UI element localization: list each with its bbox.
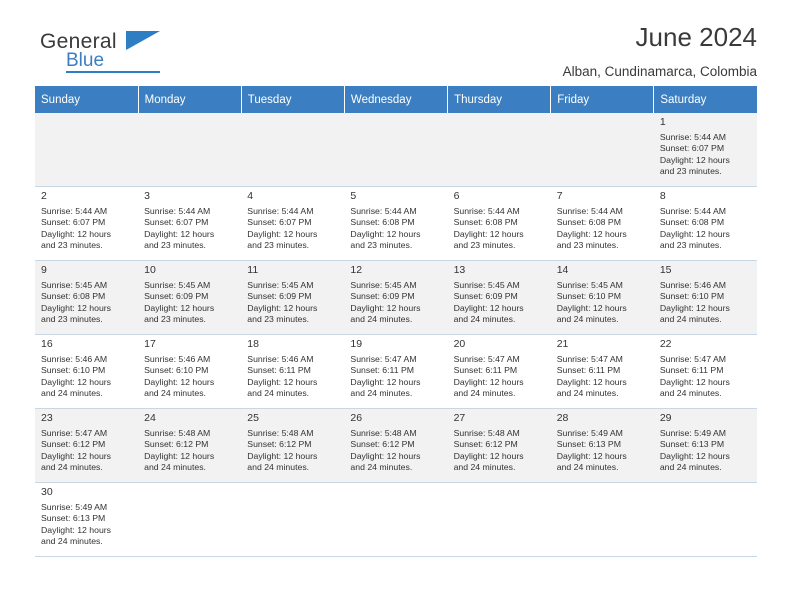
day-info <box>144 280 235 326</box>
day-number: 16 <box>41 338 53 350</box>
day-info-line: Daylight: 12 hours <box>41 450 112 461</box>
weekday-header-thursday: Thursday <box>448 86 551 113</box>
calendar-day-cell[interactable] <box>241 335 344 409</box>
day-number: 24 <box>144 412 156 424</box>
day-info-line: Daylight: 12 hours <box>453 376 524 387</box>
day-number: 6 <box>453 190 460 202</box>
day-info-line: Sunset: 6:07 PM <box>144 217 209 228</box>
day-info <box>350 206 441 252</box>
calendar-empty-cell <box>551 113 654 187</box>
calendar-empty-cell <box>241 483 344 557</box>
day-number: 19 <box>350 338 363 350</box>
day-info <box>557 280 648 326</box>
day-info-line: Sunrise: 5:47 AM <box>556 353 623 364</box>
general-blue-logo <box>40 30 240 80</box>
day-info-line: Sunset: 6:11 PM <box>350 365 415 376</box>
day-info-line: and 23 minutes. <box>41 240 103 251</box>
day-info-line: Sunset: 6:13 PM <box>659 439 725 450</box>
day-info-line: Sunrise: 5:45 AM <box>247 279 314 290</box>
calendar-day-cell[interactable] <box>241 261 344 335</box>
day-info <box>247 428 338 474</box>
day-info-line: and 24 minutes. <box>659 388 722 399</box>
day-info-line: Sunrise: 5:46 AM <box>247 353 314 364</box>
flag-icon <box>126 31 160 50</box>
calendar-empty-cell <box>448 483 551 557</box>
day-number: 4 <box>247 190 254 202</box>
day-info-line: Sunrise: 5:49 AM <box>659 427 727 438</box>
calendar-empty-cell <box>448 113 551 187</box>
day-info-line: Sunset: 6:08 PM <box>41 291 106 302</box>
day-info <box>41 428 132 474</box>
calendar-day-cell[interactable] <box>551 261 654 335</box>
day-info-line: Daylight: 12 hours <box>247 302 318 313</box>
day-info-line: Sunset: 6:12 PM <box>144 439 209 450</box>
calendar-day-cell[interactable] <box>448 409 551 483</box>
day-info-line: Sunset: 6:11 PM <box>453 365 518 376</box>
calendar-day-cell[interactable] <box>35 187 138 261</box>
day-info-line: Sunset: 6:10 PM <box>659 291 725 302</box>
day-info-line: Sunrise: 5:45 AM <box>453 279 520 290</box>
day-info-line: Daylight: 12 hours <box>144 450 215 461</box>
day-info-line: and 24 minutes. <box>659 314 722 325</box>
day-info <box>350 280 441 326</box>
day-info-line: Sunrise: 5:49 AM <box>41 501 108 512</box>
day-number: 17 <box>144 338 156 350</box>
day-info-line: Sunset: 6:12 PM <box>350 439 415 450</box>
day-number: 26 <box>350 412 363 424</box>
calendar-day-cell[interactable] <box>654 113 757 187</box>
day-info-line: and 23 minutes. <box>144 240 206 251</box>
day-info-line: Daylight: 12 hours <box>41 228 112 239</box>
day-info-line: Daylight: 12 hours <box>453 228 524 239</box>
day-number: 13 <box>453 264 466 276</box>
day-info-line: Daylight: 12 hours <box>556 228 627 239</box>
day-info-line: and 24 minutes. <box>41 462 103 473</box>
title-block <box>563 22 757 80</box>
day-info <box>454 280 545 326</box>
day-number: 10 <box>144 264 156 276</box>
day-info-line: Sunset: 6:11 PM <box>247 365 311 376</box>
day-number: 15 <box>659 264 672 276</box>
day-info-line: Daylight: 12 hours <box>659 228 730 239</box>
day-info-line: and 23 minutes. <box>556 240 619 251</box>
day-info-line: and 23 minutes. <box>144 314 206 325</box>
day-info-line: Daylight: 12 hours <box>247 450 318 461</box>
day-info-line: Daylight: 12 hours <box>41 302 112 313</box>
day-number: 14 <box>556 264 569 276</box>
day-info-line: and 24 minutes. <box>350 388 413 399</box>
day-info-line: and 24 minutes. <box>350 462 413 473</box>
day-info-line: Sunset: 6:08 PM <box>350 217 415 228</box>
day-info <box>144 206 235 252</box>
day-info-line: Sunset: 6:13 PM <box>41 513 106 524</box>
day-number: 5 <box>350 190 357 202</box>
day-info-line: and 23 minutes. <box>247 314 310 325</box>
day-info-line: Sunrise: 5:44 AM <box>247 205 314 216</box>
day-info-line: Sunset: 6:09 PM <box>247 291 312 302</box>
calendar-day-cell[interactable] <box>35 483 138 557</box>
day-info-line: Daylight: 12 hours <box>659 376 730 387</box>
day-number: 18 <box>247 338 259 350</box>
day-info-line: Sunrise: 5:44 AM <box>659 131 727 142</box>
day-info-line: Sunrise: 5:45 AM <box>41 279 108 290</box>
day-info <box>557 428 648 474</box>
day-info-line: Sunset: 6:12 PM <box>453 439 518 450</box>
calendar-week-row <box>35 187 757 261</box>
day-info-line: Sunset: 6:11 PM <box>556 365 621 376</box>
day-info <box>41 280 132 326</box>
day-info-line: Daylight: 12 hours <box>556 302 627 313</box>
day-number: 3 <box>144 190 150 202</box>
day-number: 30 <box>41 486 53 498</box>
day-info-line: Sunrise: 5:48 AM <box>144 427 211 438</box>
day-info-line: Sunrise: 5:47 AM <box>659 353 727 364</box>
calendar-day-cell[interactable] <box>344 187 447 261</box>
day-info <box>41 502 132 548</box>
page-header <box>35 0 757 78</box>
calendar-day-cell[interactable] <box>551 187 654 261</box>
day-info-line: Sunrise: 5:47 AM <box>350 353 417 364</box>
day-info-line: Sunrise: 5:49 AM <box>556 427 623 438</box>
day-info-line: and 23 minutes. <box>453 240 516 251</box>
day-info-line: Daylight: 12 hours <box>41 524 112 535</box>
day-info-line: and 24 minutes. <box>453 388 516 399</box>
logo-blue-text: Blue <box>66 50 105 71</box>
calendar-empty-cell <box>654 483 757 557</box>
day-info-line: and 24 minutes. <box>144 388 206 399</box>
day-info-line: Sunset: 6:07 PM <box>659 143 725 154</box>
day-info-line: Daylight: 12 hours <box>144 302 215 313</box>
day-info <box>41 354 132 400</box>
weekday-header-tuesday: Tuesday <box>241 86 344 113</box>
calendar-week-row <box>35 113 757 187</box>
day-number: 28 <box>556 412 569 424</box>
day-info-line: Daylight: 12 hours <box>556 450 627 461</box>
calendar-day-cell[interactable] <box>35 409 138 483</box>
weekday-header-monday: Monday <box>138 86 241 113</box>
day-number: 8 <box>659 190 666 202</box>
day-info-line: Daylight: 12 hours <box>350 376 421 387</box>
day-info-line: Sunset: 6:08 PM <box>453 217 518 228</box>
day-info <box>557 354 648 400</box>
weekday-header-saturday: Saturday <box>654 86 757 113</box>
day-info-line: Daylight: 12 hours <box>350 302 421 313</box>
day-info-line: Sunrise: 5:48 AM <box>350 427 417 438</box>
day-info-line: Daylight: 12 hours <box>144 228 215 239</box>
day-number: 20 <box>453 338 466 350</box>
calendar-day-cell[interactable] <box>448 261 551 335</box>
location-subtitle: Alban, Cundinamarca, Colombia <box>562 64 757 79</box>
calendar-day-cell[interactable] <box>551 335 654 409</box>
day-info <box>454 206 545 252</box>
day-info-line: Sunrise: 5:44 AM <box>453 205 520 216</box>
calendar-day-cell[interactable] <box>138 261 241 335</box>
page-title: June 2024 <box>635 22 757 52</box>
weekday-header-row <box>35 86 757 113</box>
day-info <box>144 354 235 400</box>
day-info-line: Daylight: 12 hours <box>659 302 730 313</box>
day-info-line: Sunset: 6:07 PM <box>41 217 106 228</box>
day-info-line: Sunset: 6:10 PM <box>144 365 209 376</box>
day-info-line: and 24 minutes. <box>247 462 310 473</box>
day-info <box>454 428 545 474</box>
calendar-table <box>35 86 757 557</box>
day-info-line: and 24 minutes. <box>144 462 206 473</box>
day-info-line: Daylight: 12 hours <box>453 302 524 313</box>
day-info-line: Sunrise: 5:44 AM <box>41 205 108 216</box>
day-info <box>454 354 545 400</box>
calendar-day-cell[interactable] <box>551 409 654 483</box>
day-info-line: Sunrise: 5:46 AM <box>144 353 211 364</box>
day-info-line: and 23 minutes. <box>350 240 413 251</box>
calendar-day-cell[interactable] <box>35 335 138 409</box>
calendar-day-cell[interactable] <box>138 335 241 409</box>
day-info-line: Sunrise: 5:48 AM <box>453 427 520 438</box>
day-info-line: Sunrise: 5:44 AM <box>144 205 211 216</box>
day-number: 29 <box>659 412 672 424</box>
logo-underline <box>66 71 160 73</box>
day-number: 21 <box>556 338 569 350</box>
day-info-line: and 24 minutes. <box>350 314 413 325</box>
day-number: 25 <box>247 412 259 424</box>
calendar-week-row <box>35 261 757 335</box>
day-info <box>247 280 338 326</box>
calendar-day-cell[interactable] <box>344 409 447 483</box>
day-info-line: Daylight: 12 hours <box>247 376 318 387</box>
day-info <box>350 354 441 400</box>
day-number: 2 <box>41 190 47 202</box>
day-number: 9 <box>41 264 47 276</box>
day-info-line: Daylight: 12 hours <box>144 376 215 387</box>
day-info-line: and 24 minutes. <box>247 388 310 399</box>
day-info-line: Daylight: 12 hours <box>659 154 730 165</box>
calendar-week-row <box>35 409 757 483</box>
day-info-line: Sunrise: 5:46 AM <box>659 279 727 290</box>
day-number: 1 <box>659 116 666 128</box>
day-info <box>660 206 751 252</box>
calendar-empty-cell <box>344 113 447 187</box>
calendar-empty-cell <box>551 483 654 557</box>
day-info-line: Sunset: 6:07 PM <box>247 217 312 228</box>
day-number: 22 <box>659 338 672 350</box>
calendar-body <box>35 113 757 557</box>
calendar-day-cell[interactable] <box>138 187 241 261</box>
day-info-line: Sunrise: 5:47 AM <box>41 427 108 438</box>
day-info <box>247 206 338 252</box>
day-info-line: Sunset: 6:12 PM <box>247 439 312 450</box>
day-info-line: Sunrise: 5:44 AM <box>659 205 727 216</box>
calendar-day-cell[interactable] <box>138 409 241 483</box>
calendar-day-cell[interactable] <box>35 261 138 335</box>
calendar-day-cell[interactable] <box>241 409 344 483</box>
day-info <box>660 280 751 326</box>
calendar-week-row <box>35 483 757 557</box>
day-info-line: and 23 minutes. <box>247 240 310 251</box>
calendar-empty-cell <box>344 483 447 557</box>
calendar-day-cell[interactable] <box>654 335 757 409</box>
day-info-line: and 24 minutes. <box>556 388 619 399</box>
day-info-line: Sunset: 6:09 PM <box>144 291 209 302</box>
day-info <box>660 428 751 474</box>
weekday-header-sunday: Sunday <box>35 86 138 113</box>
calendar-week-row <box>35 335 757 409</box>
day-info <box>660 132 751 178</box>
day-info-line: Sunrise: 5:45 AM <box>556 279 623 290</box>
day-info-line: Sunrise: 5:44 AM <box>350 205 417 216</box>
day-info-line: Sunset: 6:11 PM <box>659 365 724 376</box>
day-number: 23 <box>41 412 53 424</box>
day-info-line: Daylight: 12 hours <box>350 228 421 239</box>
calendar-day-cell[interactable] <box>654 409 757 483</box>
day-info-line: Sunset: 6:10 PM <box>41 365 106 376</box>
day-info-line: and 23 minutes. <box>659 166 722 177</box>
day-info-line: Sunrise: 5:46 AM <box>41 353 108 364</box>
logo-general-text: General <box>40 30 117 53</box>
day-info-line: Sunset: 6:12 PM <box>41 439 106 450</box>
day-info <box>41 206 132 252</box>
calendar-day-cell[interactable] <box>654 261 757 335</box>
day-info-line: Sunset: 6:13 PM <box>556 439 621 450</box>
day-info <box>660 354 751 400</box>
day-info-line: Daylight: 12 hours <box>453 450 524 461</box>
calendar-day-cell[interactable] <box>344 335 447 409</box>
day-info-line: and 24 minutes. <box>453 314 516 325</box>
calendar-empty-cell <box>35 113 138 187</box>
calendar-day-cell[interactable] <box>344 261 447 335</box>
day-info-line: and 24 minutes. <box>41 536 103 547</box>
day-number: 11 <box>247 264 259 276</box>
calendar-day-cell[interactable] <box>654 187 757 261</box>
day-info-line: Sunrise: 5:47 AM <box>453 353 520 364</box>
calendar-day-cell[interactable] <box>448 187 551 261</box>
day-info-line: Daylight: 12 hours <box>41 376 112 387</box>
day-info-line: Sunset: 6:08 PM <box>556 217 621 228</box>
day-info-line: Daylight: 12 hours <box>556 376 627 387</box>
day-info-line: Sunrise: 5:45 AM <box>350 279 417 290</box>
day-info <box>350 428 441 474</box>
day-info-line: and 23 minutes. <box>41 314 103 325</box>
calendar-empty-cell <box>138 113 241 187</box>
day-info <box>144 428 235 474</box>
day-info-line: Sunrise: 5:45 AM <box>144 279 211 290</box>
day-info-line: Sunset: 6:09 PM <box>453 291 518 302</box>
day-info-line: Daylight: 12 hours <box>247 228 318 239</box>
day-info-line: and 24 minutes. <box>556 462 619 473</box>
day-number: 27 <box>453 412 466 424</box>
day-info-line: and 24 minutes. <box>556 314 619 325</box>
day-info-line: Daylight: 12 hours <box>659 450 730 461</box>
day-info-line: Daylight: 12 hours <box>350 450 421 461</box>
day-info <box>247 354 338 400</box>
weekday-header-wednesday: Wednesday <box>344 86 447 113</box>
calendar-empty-cell <box>138 483 241 557</box>
calendar-day-cell[interactable] <box>448 335 551 409</box>
day-info-line: and 24 minutes. <box>659 462 722 473</box>
day-info <box>557 206 648 252</box>
day-number: 12 <box>350 264 363 276</box>
day-info-line: Sunset: 6:09 PM <box>350 291 415 302</box>
day-info-line: and 23 minutes. <box>659 240 722 251</box>
day-info-line: Sunset: 6:10 PM <box>556 291 621 302</box>
day-info-line: Sunrise: 5:48 AM <box>247 427 314 438</box>
calendar-day-cell[interactable] <box>241 187 344 261</box>
day-number: 7 <box>556 190 563 202</box>
day-info-line: Sunrise: 5:44 AM <box>556 205 623 216</box>
day-info-line: and 24 minutes. <box>41 388 103 399</box>
weekday-header-friday: Friday <box>551 86 654 113</box>
day-info-line: Sunset: 6:08 PM <box>659 217 725 228</box>
day-info-line: and 24 minutes. <box>453 462 516 473</box>
calendar-empty-cell <box>241 113 344 187</box>
